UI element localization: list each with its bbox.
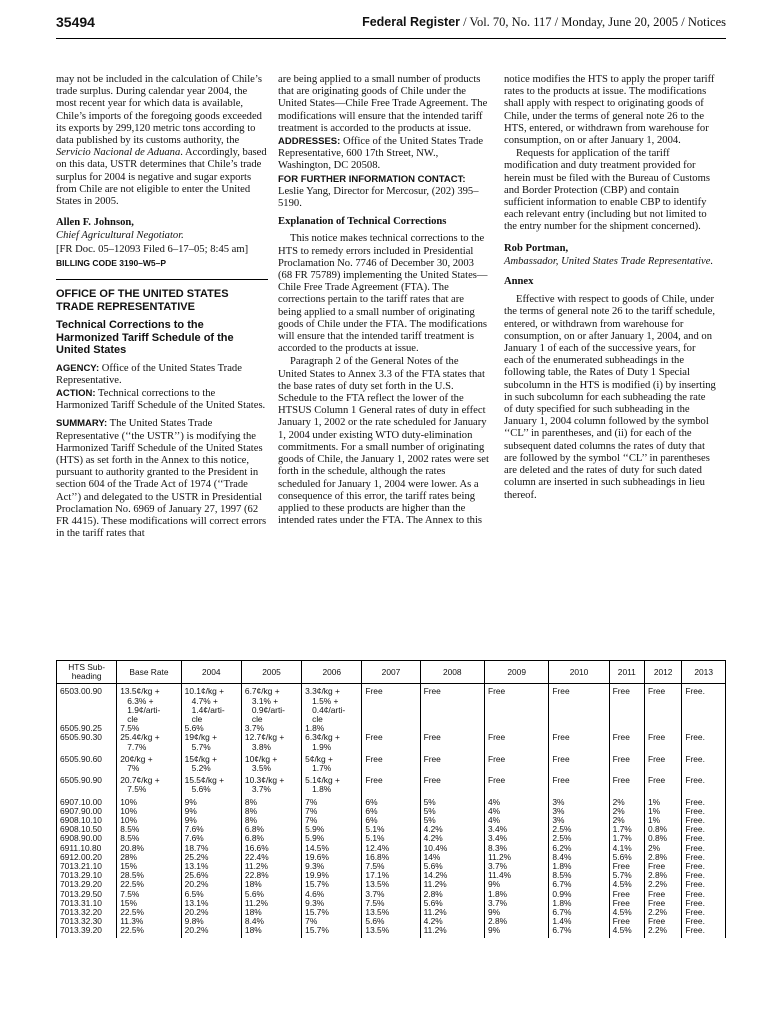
table-cell: 9% 9% 9% 7.6% 7.6% 18.7% 25.2% 13.1% 25.6% 20.2% 6.5% 13.1% 20.2% 9.8% 20.2% <box>181 795 241 938</box>
col-header: 2013 <box>682 661 726 684</box>
table-cell: 1.8% 6.3¢/kg + 1.9% <box>302 724 362 752</box>
explanation-heading: Explanation of Technical Corrections <box>278 216 447 228</box>
header-rule <box>56 38 726 39</box>
column-3 <box>504 74 716 503</box>
table-cell: Free <box>549 773 609 794</box>
table-cell: Free <box>362 752 420 773</box>
table-cell: 10.3¢/kg + 3.7% <box>241 773 301 794</box>
action-line <box>56 388 268 412</box>
table-cell: Free. <box>682 752 726 773</box>
table-row <box>57 773 726 794</box>
addresses-line <box>278 136 490 173</box>
table-cell: Free. <box>682 773 726 794</box>
col-header: 2011 <box>609 661 644 684</box>
table-cell: Free <box>420 684 484 724</box>
table-cell: 7% 7% 7% 5.9% 5.9% 14.5% 19.6% 9.3% 19.9% 15.7% 4.6% 9.3% 15.7% 7% 15.7% <box>302 795 362 938</box>
col-header: 2008 <box>420 661 484 684</box>
table-row <box>57 752 726 773</box>
document-title: Technical Corrections to the Harmonized Tariff Schedule of the United States <box>56 319 234 357</box>
col2-para2: This notice makes technical corrections to the HTS to remedy errors included in Presidential Proclamation No. 7746 of December 30, 2003 (68 FR 75789) implementing the United States—Chile Free Trade Agreement (FTA). The corrections pertain to the tariff rates that are being applied to a small number of originating goods of Chile under the FTA. The modifications will ensure that the intended tariff treatment is accorded to the products at issue. <box>278 233 488 355</box>
table-cell: 10¢/kg + 3.5% <box>241 752 301 773</box>
contact-label: FOR FURTHER INFORMATION CONTACT: <box>278 173 466 185</box>
journal-name: Federal Register <box>362 15 461 29</box>
table-cell: 3% 3% 3% 2.5% 2.5% 6.2% 8.4% 1.8% 8.5% 6.7% 0.9% 1.8% 6.7% 1.4% 6.7% <box>549 795 609 938</box>
table-cell: 6505.90.90 <box>57 773 117 794</box>
table-cell: 20.7¢/kg + 7.5% <box>117 773 181 794</box>
table-cell: Free. <box>682 724 726 752</box>
table-cell: Free <box>549 724 609 752</box>
table-row <box>57 724 726 752</box>
signer-title: Chief Agricultural Negotiator. <box>56 230 184 242</box>
table-cell: 7.5% 25.4¢/kg + 7.7% <box>117 724 181 752</box>
page-header <box>56 14 726 36</box>
table-cell: 6.7¢/kg + 3.1% + 0.9¢/arti- cle <box>241 684 301 724</box>
col3-para3: Effective with respect to goods of Chile, under the terms of general note 26 to the tariff schedule, entered, or withdrawn from warehouse for consumption, on or after January 1, 2004, and on January 1 of each of the successive years, for each of the enumerated subheadings in the following table, the Rates of Duty 1 Special subcolumn in the HTS is modified (i) by inserting in such subcolumn for each subheading the rate of duty specified for such subheading in the January 1, 2004 column followed by the symbol ‘‘CL’’ in parentheses, and (ii) for each of the subsequent dated columns the rates of duty that are followed by the symbol ‘‘CL’’ in parentheses are deleted and the rates of duty for such dated column are inserted in such subheadings in lieu thereof. <box>504 294 716 501</box>
table-cell: Free <box>484 752 548 773</box>
table-cell: 2% 2% 2% 1.7% 1.7% 4.1% 5.6% Free 5.7% 4.5% Free Free 4.5% Free 4.5% <box>609 795 644 938</box>
agency-heading: OFFICE OF THE UNITED STATES TRADE REPRESENTATIVE <box>56 288 229 313</box>
col-header: 2007 <box>362 661 420 684</box>
table-cell: Free. Free. Free. Free. Free. Free. Free. Free. Free. Free. Free. Free. Free. Free. Free. <box>682 795 726 938</box>
col1-para1-ital: Servicio Nacional de Aduana <box>56 147 181 159</box>
column-1 <box>56 74 268 541</box>
table-cell: 6907.10.00 6907.90.00 6908.10.10 6908.10.50 6908.90.00 6911.10.80 6912.00.20 7013.21.10 7013.29.10 7013.29.20 7013.29.50 7013.31.10 7013.32.20 7013.32.30 7013.39.20 <box>57 795 117 938</box>
col1-para1: may not be included in the calculation of Chile’s trade surplus. During calendar year 2004, the most recent year for which data is available, Chile’s imports of the foregoing goods exceeded its exports by 299,120 metric tons according to data published by its customs authority, the <box>56 74 262 147</box>
signer2-name: Rob Portman, <box>504 242 569 254</box>
table-cell: 15.5¢/kg + 5.6% <box>181 773 241 794</box>
table-cell: 20¢/kg + 7% <box>117 752 181 773</box>
col-header: 2006 <box>302 661 362 684</box>
col-header: 2012 <box>644 661 681 684</box>
signer-name: Allen F. Johnson, <box>56 217 134 229</box>
annex-heading: Annex <box>504 276 534 288</box>
table-row <box>57 795 726 938</box>
table-cell: Free <box>362 773 420 794</box>
table-cell: Free <box>644 752 681 773</box>
col2-para3: Paragraph 2 of the General Notes of the United States to Annex 3.3 of the FTA states that the base rates of duty set forth in the U.S. Schedule to the FTA reflect the lower of the HTSUS Column 1 General rates of duty in effect January 1, 2002 or the rate scheduled for January 1, 2004 under existing WTO duty-elimination commitments. For a small number of originating goods of Chile, the January 1, 2002 rates were set forth in the schedule, although the rates scheduled for January 1, 2004 were lower. As a consequence of this error, the tariff rates being applied to these products are higher than the intended rates under the FTA. The Annex to this <box>278 356 489 527</box>
agency-text: Office of the United States Trade Representative. <box>56 362 242 386</box>
table-cell: Free <box>644 773 681 794</box>
col2-para1: are being applied to a small number of products that are originating goods of Chile under the United States—Chile Free Trade Agreement. The modifications will ensure that the intended tariff treatment is accorded to the products at issue. <box>278 74 488 134</box>
page-number: 35494 <box>56 14 95 30</box>
col1-para1-end: . Accordingly, based on this data, USTR determines that Chile’s trade surplus for 2004 is negative and sugar exports from Chile are not eligible to enter the United States in 2005. <box>56 147 267 208</box>
table-cell: 4% 4% 4% 3.4% 3.4% 8.3% 11.2% 3.7% 11.4% 9% 1.8% 3.7% 9% 2.8% 9% <box>484 795 548 938</box>
table-cell: Free <box>420 752 484 773</box>
table-cell: Free <box>420 773 484 794</box>
column-2 <box>278 74 490 528</box>
table-cell: 5.1¢/kg + 1.8% <box>302 773 362 794</box>
table-cell: Free <box>644 724 681 752</box>
table-cell: Free <box>484 724 548 752</box>
table-cell: Free <box>609 752 644 773</box>
addresses-label: ADDRESSES: <box>278 136 341 148</box>
summary-text: The United States Trade Representative (‘‘the USTR’’) is modifying the Harmonized Tariff Schedule of the United States (HTS) as set forth in the Annex to this notice, pursuant to authority granted to the President in section 604 of the Trade Act of 1974 (‘‘Trade Act’’) and delegated to the USTR in Presidential Proclamation No. 6969 of January 27, 1997 (62 FR 4415). These modifications will correct errors in the tariff rates that <box>56 418 267 540</box>
table-cell: 1% 1% 1% 0.8% 0.8% 2% 2.8% Free 2.8% 2.2% Free Free 2.2% Free 2.2% <box>644 795 681 938</box>
body-columns <box>56 74 726 654</box>
billing-code: BILLING CODE 3190–W5–P <box>56 257 167 268</box>
table-cell: 8% 8% 8% 6.8% 6.8% 16.6% 22.4% 11.2% 22.8% 18% 5.6% 11.2% 18% 8.4% 18% <box>241 795 301 938</box>
col-header: HTS Sub- heading <box>57 661 117 684</box>
table-cell: 15¢/kg + 5.2% <box>181 752 241 773</box>
table-cell: Free <box>609 684 644 724</box>
col-header: 2009 <box>484 661 548 684</box>
agency-label: AGENCY: <box>56 362 100 374</box>
col3-para2: Requests for application of the tariff modification and duty treatment provided for herein must be filed with the Bureau of Customs and Border Protection (CBP) and contain sufficient information to enable CBP to identify each relevant entry (including but not limited to the entry number for the shipment concerned). <box>504 148 710 233</box>
agency-line <box>56 363 268 387</box>
table-cell: 10.1¢/kg + 4.7% + 1.4¢/arti- cle <box>181 684 241 724</box>
table-cell: Free <box>484 684 548 724</box>
col1-paragraph <box>56 74 268 208</box>
table-cell: 3.3¢/kg + 1.5% + 0.4¢/arti- cle <box>302 684 362 724</box>
table-cell: 5% 5% 5% 4.2% 4.2% 10.4% 14% 5.6% 14.2% 11.2% 2.8% 5.6% 11.2% 4.2% 11.2% <box>420 795 484 938</box>
table-cell: 6503.00.90 <box>57 684 117 724</box>
table-cell: 6505.90.25 6505.90.30 <box>57 724 117 752</box>
table-cell: Free <box>644 684 681 724</box>
table-cell: Free. <box>682 684 726 724</box>
table-cell: Free <box>609 724 644 752</box>
action-label: ACTION: <box>56 387 96 399</box>
col-header: 2010 <box>549 661 609 684</box>
addresses-text: Office of the United States Trade Representative, 600 17th Street, NW., Washington, DC 20508. <box>278 136 484 172</box>
section-divider <box>56 279 268 280</box>
col3-para1: notice modifies the HTS to apply the proper tariff rates to the products at issue. The modifications shall apply with respect to originating goods of Chile, under the terms of general note 26 to the HTS, entered, or withdrawn from warehouse for consumption, on or after January 1, 2004. <box>504 74 715 147</box>
table-cell: 6% 6% 6% 5.1% 5.1% 12.4% 16.8% 7.5% 17.1% 13.5% 3.7% 7.5% 13.5% 5.6% 13.5% <box>362 795 420 938</box>
col-header: Base Rate <box>117 661 181 684</box>
table-cell: Free <box>420 724 484 752</box>
contact-line <box>278 174 490 211</box>
action-text: Technical corrections to the Harmonized Tariff Schedule of the United States. <box>56 387 266 412</box>
table-header-row <box>57 661 726 684</box>
issue-line: / Vol. 70, No. 117 / Monday, June 20, 2005 / Notices <box>463 15 726 29</box>
table-cell: 5¢/kg + 1.7% <box>302 752 362 773</box>
fr-doc: [FR Doc. 05–12093 Filed 6–17–05; 8:45 am] <box>56 243 249 255</box>
table-cell: Free <box>609 773 644 794</box>
signer2-title: Ambassador, United States Trade Representative. <box>504 255 714 267</box>
summary-label: SUMMARY: <box>56 418 108 430</box>
table-cell: 5.6% 19¢/kg + 5.7% <box>181 724 241 752</box>
table-cell: 3.7% 12.7¢/kg + 3.8% <box>241 724 301 752</box>
table-cell: Free <box>362 724 420 752</box>
table-cell: 10% 10% 10% 8.5% 8.5% 20.8% 28% 15% 28.5% 22.5% 7.5% 15% 22.5% 11.3% 22.5% <box>117 795 181 938</box>
table-cell: Free <box>549 684 609 724</box>
table-cell: 6505.90.60 <box>57 752 117 773</box>
table-row <box>57 684 726 724</box>
tariff-body <box>57 684 726 938</box>
table-cell: Free <box>362 684 420 724</box>
masthead <box>362 15 726 30</box>
col-header: 2005 <box>241 661 301 684</box>
contact-text: Leslie Yang, Director for Mercosur, (202) 395–5190. <box>278 185 479 210</box>
table-cell: 13.5¢/kg + 6.3% + 1.9¢/arti- cle <box>117 684 181 724</box>
table-cell: Free <box>484 773 548 794</box>
table-cell: Free <box>549 752 609 773</box>
tariff-table <box>56 660 726 938</box>
col-header: 2004 <box>181 661 241 684</box>
summary-paragraph <box>56 418 268 540</box>
